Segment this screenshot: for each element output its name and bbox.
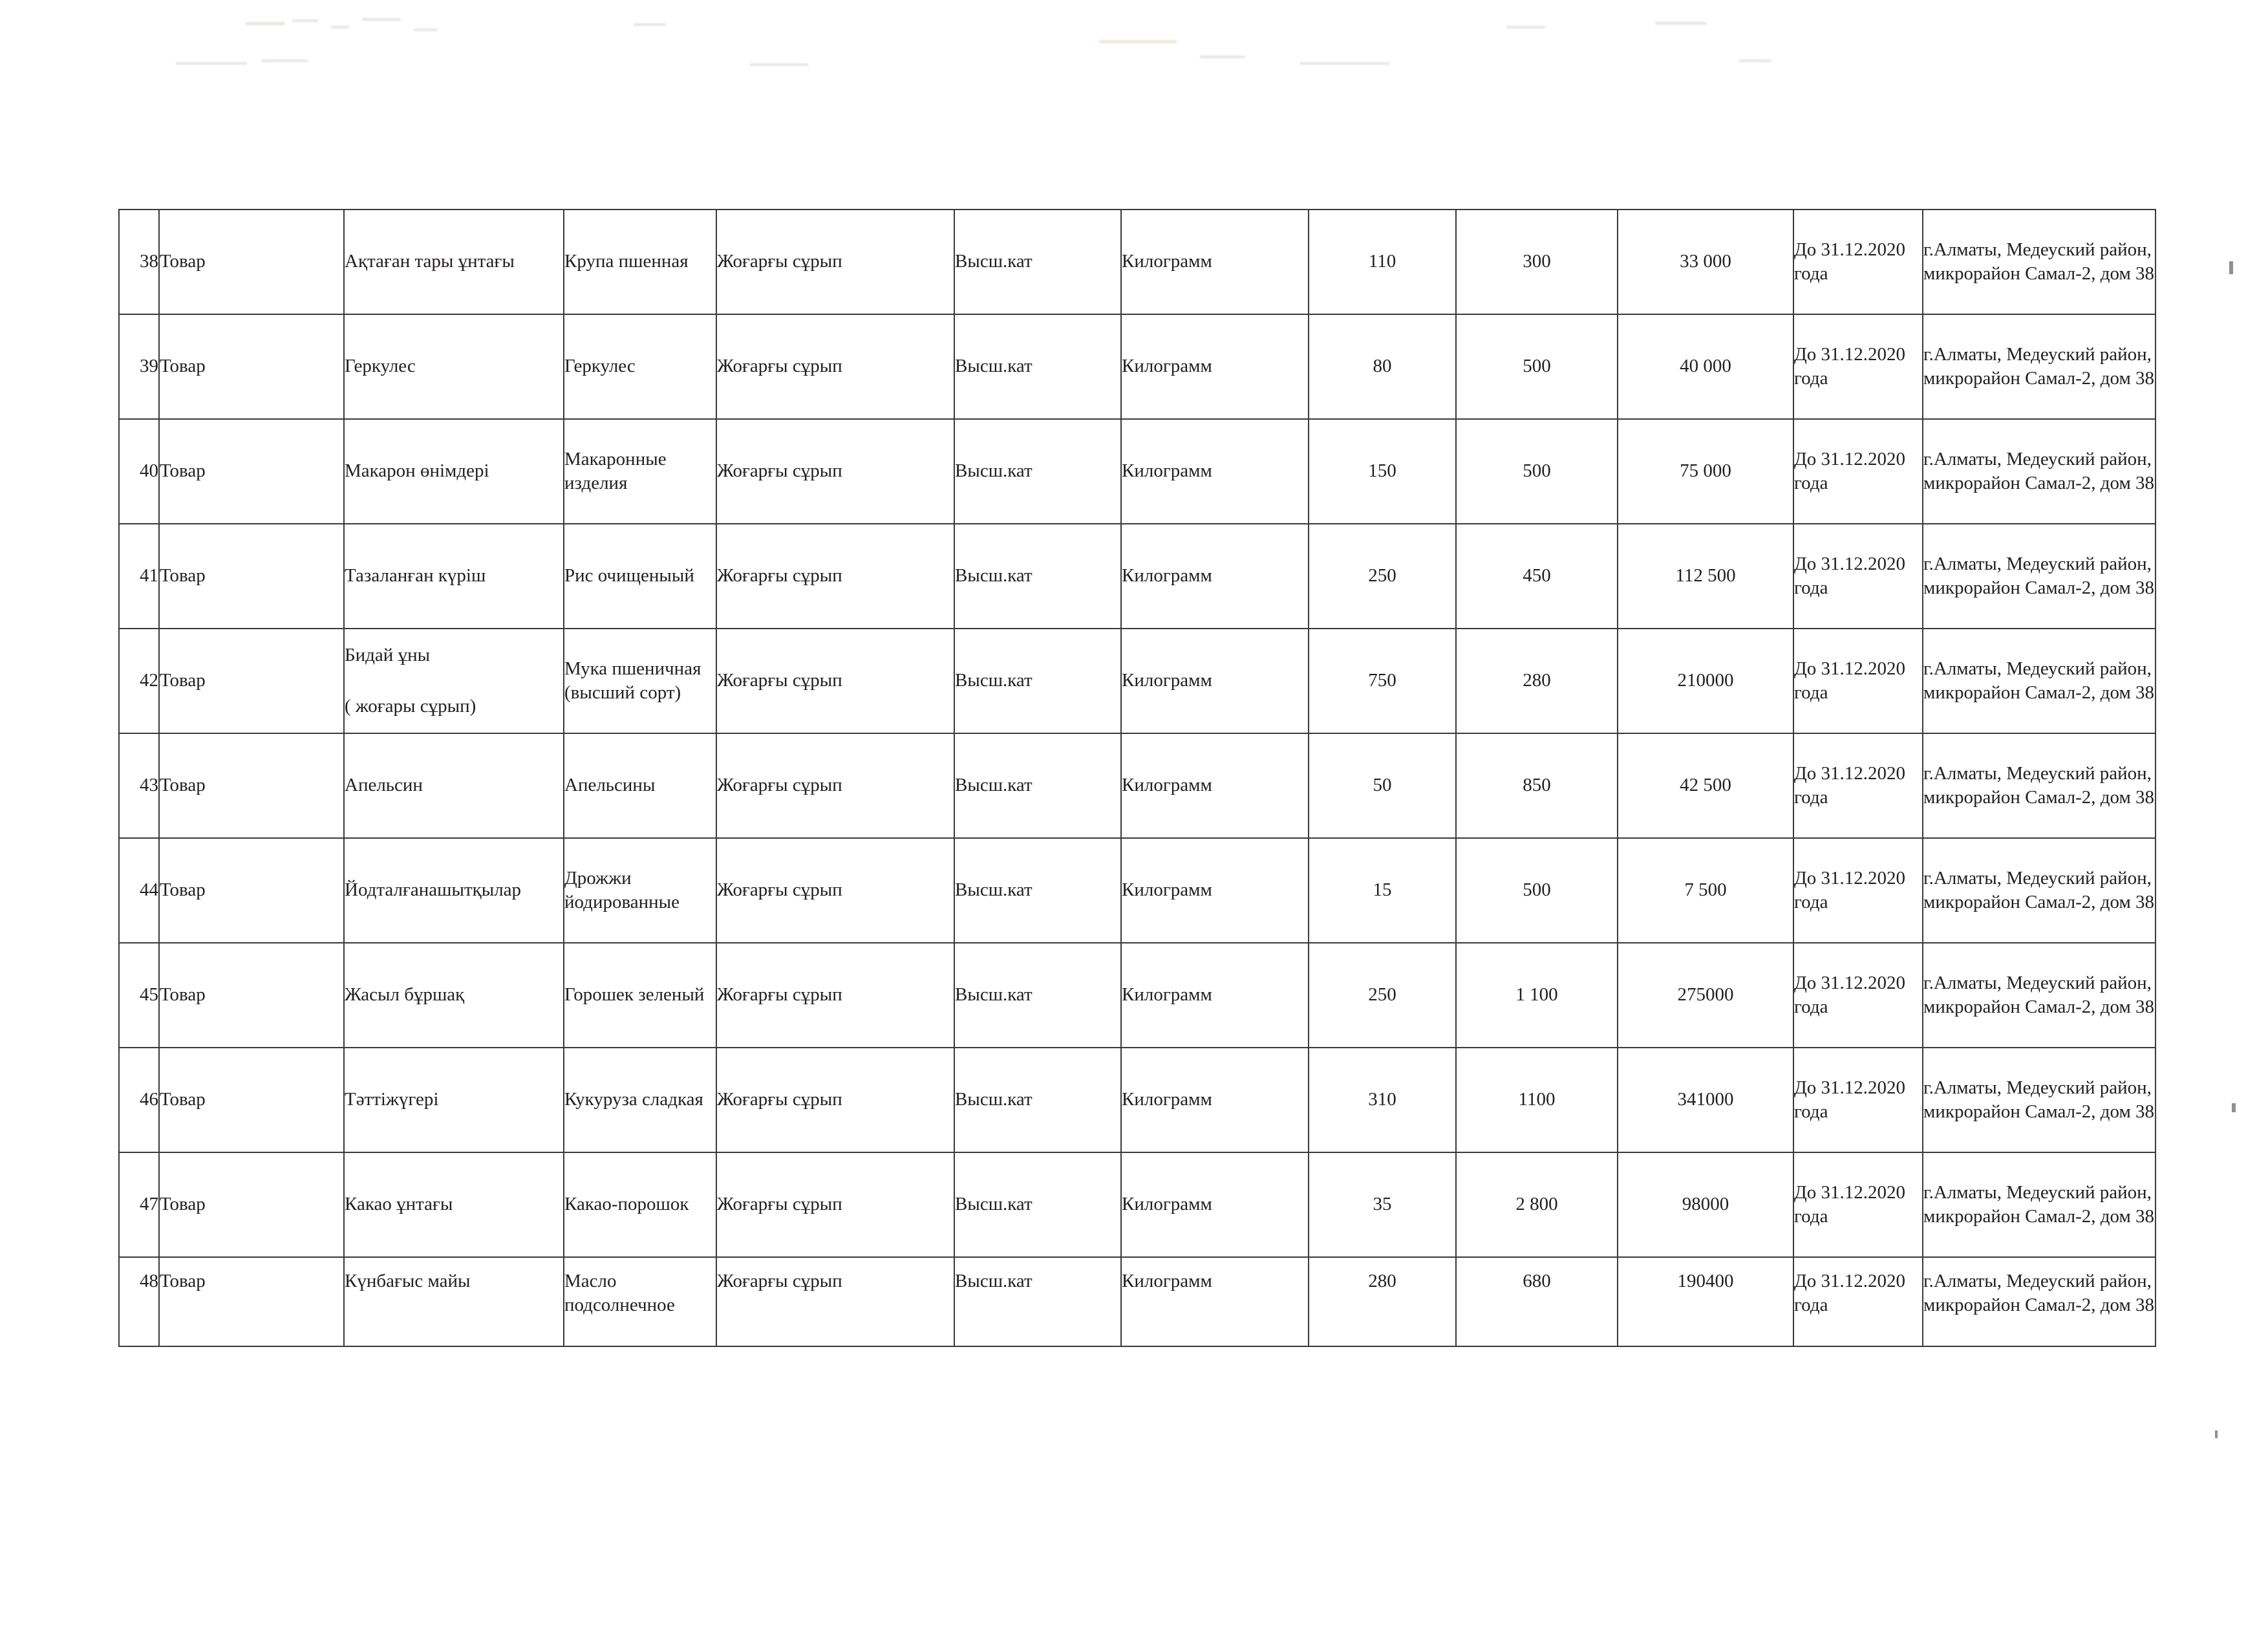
scan-edge-tick [2215, 1430, 2218, 1438]
scan-noise [0, 0, 2268, 91]
row-price: 500 [1456, 419, 1618, 524]
row-sort: Жоғарғы сұрып [716, 314, 954, 419]
table-row [119, 524, 2156, 629]
row-name-kz: Геркулес [344, 314, 564, 419]
row-category: Высш.кат [954, 733, 1121, 838]
row-name-kz: Тазаланған күріш [344, 524, 564, 629]
row-name-kz: Күнбағыс майы [344, 1257, 564, 1346]
row-unit: Килограмм [1121, 524, 1309, 629]
row-sort: Жоғарғы сұрып [716, 210, 954, 314]
row-term: До 31.12.2020 года [1793, 1152, 1923, 1257]
row-price: 680 [1456, 1257, 1618, 1346]
row-category: Высш.кат [954, 314, 1121, 419]
row-term: До 31.12.2020 года [1793, 838, 1923, 943]
row-unit: Килограмм [1121, 1152, 1309, 1257]
row-type: Товар [159, 1048, 344, 1152]
row-unit: Килограмм [1121, 838, 1309, 943]
row-unit: Килограмм [1121, 943, 1309, 1048]
row-unit: Килограмм [1121, 314, 1309, 419]
row-term: До 31.12.2020 года [1793, 314, 1923, 419]
row-unit: Килограмм [1121, 733, 1309, 838]
row-sum: 7 500 [1618, 838, 1793, 943]
row-name-kz: Жасыл бұршақ [344, 943, 564, 1048]
row-name-kz: Макарон өнімдері [344, 419, 564, 524]
row-name-kz: Ақтаған тары ұнтағы [344, 210, 564, 314]
row-quantity: 310 [1309, 1048, 1456, 1152]
row-name-ru: Апельсины [564, 733, 716, 838]
table-row [119, 838, 2156, 943]
row-sort: Жоғарғы сұрып [716, 1152, 954, 1257]
row-type: Товар [159, 419, 344, 524]
row-sort: Жоғарғы сұрып [716, 733, 954, 838]
row-sort: Жоғарғы сұрып [716, 524, 954, 629]
row-sort: Жоғарғы сұрып [716, 629, 954, 733]
row-sum: 42 500 [1618, 733, 1793, 838]
table-row [119, 314, 2156, 419]
table-row [119, 1257, 2156, 1346]
row-name-ru: Крупа пшенная [564, 210, 716, 314]
row-price: 280 [1456, 629, 1618, 733]
row-type: Товар [159, 524, 344, 629]
row-quantity: 280 [1309, 1257, 1456, 1346]
row-category: Высш.кат [954, 1152, 1121, 1257]
row-term: До 31.12.2020 года [1793, 210, 1923, 314]
row-name-kz: Апельсин [344, 733, 564, 838]
row-price: 500 [1456, 314, 1618, 419]
row-number: 39 [119, 314, 159, 419]
row-term: До 31.12.2020 года [1793, 943, 1923, 1048]
row-name-kz: Какао ұнтағы [344, 1152, 564, 1257]
row-address: г.Алматы, Медеуский район, микрорайон Самал-2, дом 38 [1923, 733, 2156, 838]
row-name-kz: Тәттіжүгері [344, 1048, 564, 1152]
row-quantity: 80 [1309, 314, 1456, 419]
row-unit: Килограмм [1121, 210, 1309, 314]
row-price: 450 [1456, 524, 1618, 629]
row-sort: Жоғарғы сұрып [716, 419, 954, 524]
row-sort: Жоғарғы сұрып [716, 1257, 954, 1346]
row-category: Высш.кат [954, 1048, 1121, 1152]
row-price: 1 100 [1456, 943, 1618, 1048]
row-name-kz [344, 629, 564, 733]
scan-edge-tick [2229, 261, 2233, 274]
row-type: Товар [159, 314, 344, 419]
row-number: 38 [119, 210, 159, 314]
row-sum: 210000 [1618, 629, 1793, 733]
row-name-ru: Горошек зеленый [564, 943, 716, 1048]
row-type: Товар [159, 1152, 344, 1257]
row-address: г.Алматы, Медеуский район, микрорайон Самал-2, дом 38 [1923, 838, 2156, 943]
table-row [119, 1152, 2156, 1257]
row-sum: 275000 [1618, 943, 1793, 1048]
row-sum: 40 000 [1618, 314, 1793, 419]
row-category: Высш.кат [954, 1257, 1121, 1346]
row-address: г.Алматы, Медеуский район, микрорайон Самал-2, дом 38 [1923, 1257, 2156, 1346]
row-quantity: 250 [1309, 524, 1456, 629]
row-sort: Жоғарғы сұрып [716, 838, 954, 943]
row-name-ru: Геркулес [564, 314, 716, 419]
table-row [119, 419, 2156, 524]
row-price: 500 [1456, 838, 1618, 943]
table-row [119, 733, 2156, 838]
row-quantity: 50 [1309, 733, 1456, 838]
table-row [119, 1048, 2156, 1152]
row-quantity: 110 [1309, 210, 1456, 314]
scan-edge-tick [2232, 1103, 2236, 1112]
row-type: Товар [159, 733, 344, 838]
row-address: г.Алматы, Медеуский район, микрорайон Самал-2, дом 38 [1923, 1152, 2156, 1257]
row-quantity: 250 [1309, 943, 1456, 1048]
row-sum: 190400 [1618, 1257, 1793, 1346]
row-number: 48 [119, 1257, 159, 1346]
row-address: г.Алматы, Медеуский район, микрорайон Самал-2, дом 38 [1923, 210, 2156, 314]
row-quantity: 750 [1309, 629, 1456, 733]
row-term: До 31.12.2020 года [1793, 524, 1923, 629]
row-number: 41 [119, 524, 159, 629]
row-name-ru: Масло подсолнечное [564, 1257, 716, 1346]
row-name-ru: Какао-порошок [564, 1152, 716, 1257]
row-term: До 31.12.2020 года [1793, 733, 1923, 838]
row-sort: Жоғарғы сұрып [716, 1048, 954, 1152]
row-sum: 75 000 [1618, 419, 1793, 524]
table-row [119, 629, 2156, 733]
row-name-kz-sub: ( жоғары сұрып) [345, 696, 476, 717]
row-quantity: 35 [1309, 1152, 1456, 1257]
row-name-kz: Йодталғанашытқылар [344, 838, 564, 943]
row-sum: 112 500 [1618, 524, 1793, 629]
row-type: Товар [159, 210, 344, 314]
row-term: До 31.12.2020 года [1793, 419, 1923, 524]
row-number: 45 [119, 943, 159, 1048]
row-number: 40 [119, 419, 159, 524]
row-term: До 31.12.2020 года [1793, 1048, 1923, 1152]
row-address: г.Алматы, Медеуский район, микрорайон Самал-2, дом 38 [1923, 419, 2156, 524]
row-number: 43 [119, 733, 159, 838]
row-unit: Килограмм [1121, 1048, 1309, 1152]
row-quantity: 15 [1309, 838, 1456, 943]
row-name-ru: Кукуруза сладкая [564, 1048, 716, 1152]
row-quantity: 150 [1309, 419, 1456, 524]
row-term: До 31.12.2020 года [1793, 1257, 1923, 1346]
table-row [119, 210, 2156, 314]
row-price: 850 [1456, 733, 1618, 838]
row-sort: Жоғарғы сұрып [716, 943, 954, 1048]
row-unit: Килограмм [1121, 629, 1309, 733]
row-name-kz-main: Бидай ұны [345, 644, 431, 665]
row-category: Высш.кат [954, 629, 1121, 733]
row-sum: 33 000 [1618, 210, 1793, 314]
row-number: 47 [119, 1152, 159, 1257]
table-row [119, 943, 2156, 1048]
row-price: 1100 [1456, 1048, 1618, 1152]
row-address: г.Алматы, Медеуский район, микрорайон Самал-2, дом 38 [1923, 943, 2156, 1048]
row-sum: 341000 [1618, 1048, 1793, 1152]
row-name-ru: Мука пшеничная (высший сорт) [564, 629, 716, 733]
row-name-ru: Макаронные изделия [564, 419, 716, 524]
row-address: г.Алматы, Медеуский район, микрорайон Самал-2, дом 38 [1923, 524, 2156, 629]
row-category: Высш.кат [954, 210, 1121, 314]
row-category: Высш.кат [954, 419, 1121, 524]
row-category: Высш.кат [954, 838, 1121, 943]
row-category: Высш.кат [954, 943, 1121, 1048]
row-address: г.Алматы, Медеуский район, микрорайон Самал-2, дом 38 [1923, 629, 2156, 733]
row-term: До 31.12.2020 года [1793, 629, 1923, 733]
row-address: г.Алматы, Медеуский район, микрорайон Самал-2, дом 38 [1923, 314, 2156, 419]
row-number: 46 [119, 1048, 159, 1152]
row-type: Товар [159, 1257, 344, 1346]
row-unit: Килограмм [1121, 419, 1309, 524]
row-price: 2 800 [1456, 1152, 1618, 1257]
row-number: 44 [119, 838, 159, 943]
row-name-ru: Дрожжи йодированные [564, 838, 716, 943]
row-type: Товар [159, 943, 344, 1048]
row-price: 300 [1456, 210, 1618, 314]
row-sum: 98000 [1618, 1152, 1793, 1257]
row-unit: Килограмм [1121, 1257, 1309, 1346]
row-type: Товар [159, 629, 344, 733]
row-type: Товар [159, 838, 344, 943]
row-name-ru: Рис очищеныый [564, 524, 716, 629]
procurement-table [118, 209, 2156, 1347]
row-category: Высш.кат [954, 524, 1121, 629]
row-number: 42 [119, 629, 159, 733]
row-address: г.Алматы, Медеуский район, микрорайон Самал-2, дом 38 [1923, 1048, 2156, 1152]
